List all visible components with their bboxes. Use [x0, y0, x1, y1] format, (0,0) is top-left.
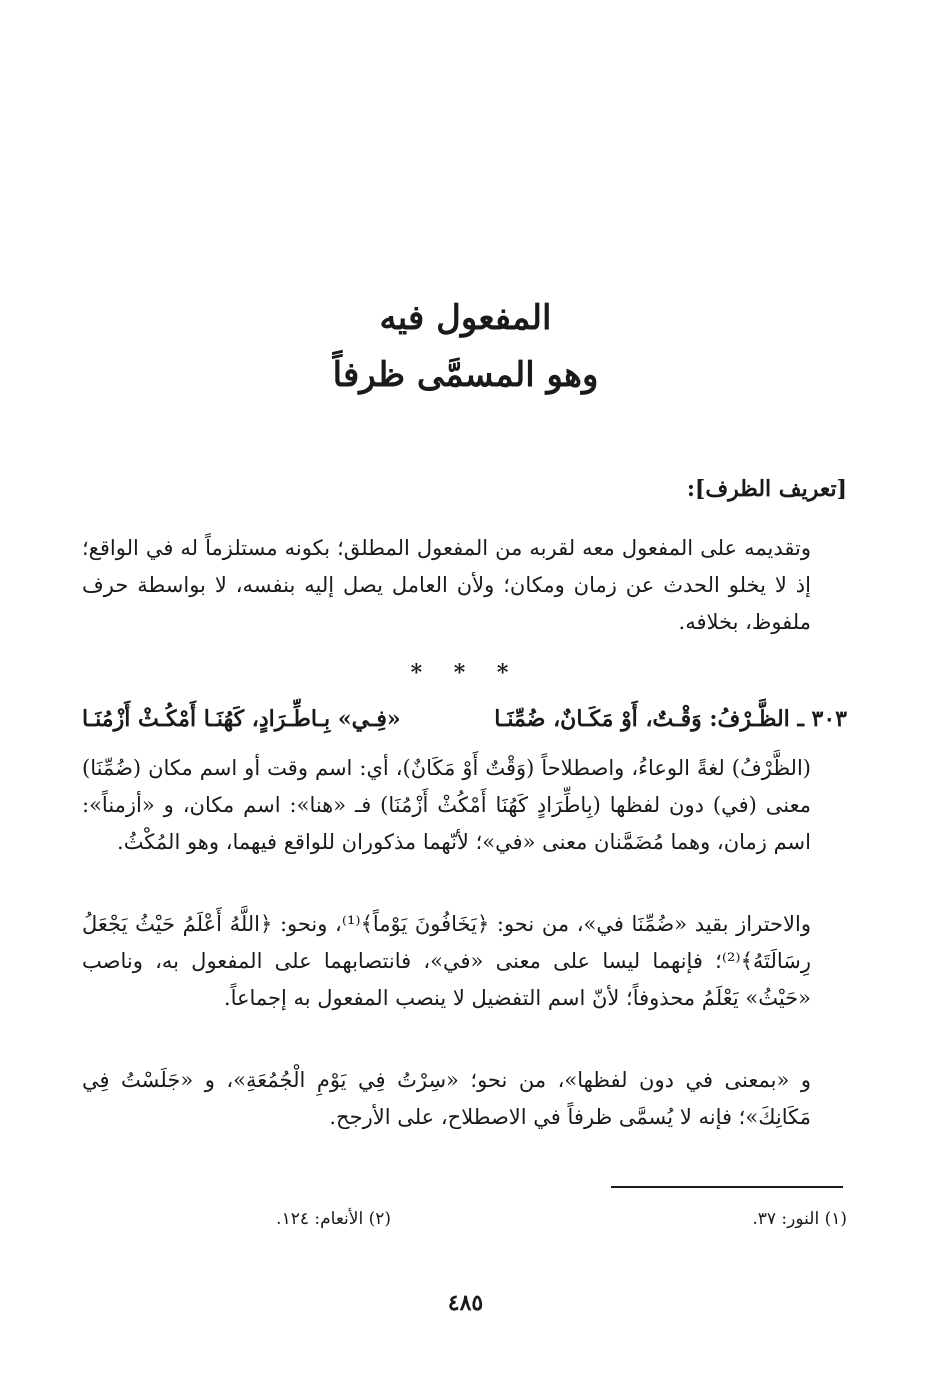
page-number: ٤٨٥ — [447, 1290, 484, 1316]
section-heading: [تعريف الظرف]: — [686, 476, 847, 502]
verse-line — [82, 700, 847, 738]
chapter-subtitle: وهو المسمَّى ظرفاً — [332, 355, 599, 395]
chapter-title: المفعول فيه — [379, 298, 552, 338]
paragraph-literal-fi: و «بمعنى في دون لفظها»، من نحو؛ «سِرْتُ فِي يَوْمِ الْجُمُعَةِ»، و «جَلَسْتُ فِي مَكَانِكَ»؛ فإنه لا يُسمَّى ظرفاً في الاصطلاح، على الأرجح. — [82, 1068, 811, 1129]
footnote-1: (١) النور: ٣٧. — [752, 1209, 847, 1229]
section-separator: * * * — [410, 660, 521, 686]
verse-first-hemistich: ٣٠٣ ـ الظَّـرْفُ: وَقْـتٌ، أَوْ مَكَـانٌ، ضُمِّنَـا — [494, 706, 847, 732]
paragraph-definition: (الظَّرْفُ) لغةً الوعاءُ، واصطلاحاً (وَقْتٌ أَوْ مَكَانٌ)، أي: اسم وقت أو اسم مكان (ضُمِّنَا) معنى (في) دون لفظها (بِاطِّرَادٍ كَهُنَا أَمْكُثْ أَزْمُنَا) فـ «هنا»: اسم مكان، و «أزمناً»: اسم زمان، وهما مُضَمَّنان معنى «في»؛ لأنّهما مذكوران للواقع فيهما، وهو المُكْثُ. — [82, 756, 811, 854]
footnote-2: (٢) الأنعام: ١٢٤. — [276, 1209, 391, 1229]
paragraph-intro: وتقديمه على المفعول معه لقربه من المفعول المطلق؛ بكونه مستلزماً له في الواقع؛ إذ لا يخلو الحدث عن زمان ومكان؛ ولأن العامل يصل إليه بنفسه، لا بواسطة حرف ملفوظ، بخلافه. — [82, 536, 811, 634]
verse-second-hemistich: «فِـي» بِـاطِّـرَادٍ، كَهُنَـا أَمْكُـثْ أَزْمُنَـا — [82, 706, 401, 732]
paragraph-exclusion: والاحتراز بقيد «ضُمِّنَا في»، من نحو: ﴿يَخَافُونَ يَوْماً﴾⁽¹⁾، ونحو: ﴿اللَّهُ أَعْلَمُ حَيْثُ يَجْعَلُ رِسَالَتَهُ﴾⁽²⁾؛ فإنهما ليسا على معنى «في»، فانتصابهما على المفعول به، وناصب «حَيْثُ» يَعْلَمُ محذوفاً؛ لأنّ اسم التفضيل لا ينصب المفعول به إجماعاً. — [82, 912, 811, 1010]
footnote-divider — [611, 1186, 843, 1188]
